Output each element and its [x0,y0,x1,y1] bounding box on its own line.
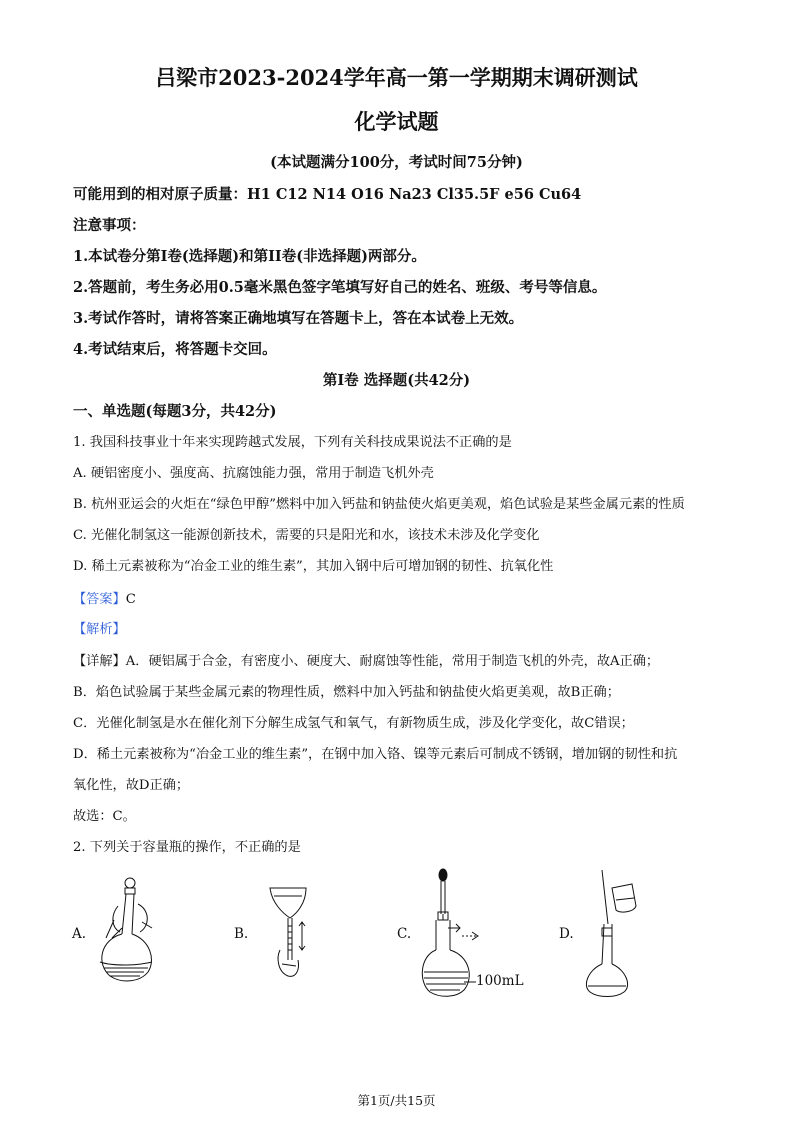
detail-text: A．硬铝属于合金，有密度小、硬度大、耐腐蚀等性能，常用于制造飞机的外壳，故A正确； [125,654,660,669]
q2-stem: 2. 下列关于容量瓶的操作，不正确的是 [73,840,301,855]
flask-shaking-figure [92,876,162,986]
notice-item-1: 1.本试卷分第I卷(选择题)和第II卷(非选择题)两部分。 [73,248,426,265]
answer-value: C [125,592,136,607]
page-footer: 第1页/共15页 [357,1093,436,1108]
q1-detail-line-4: D．稀土元素被称为“冶金工业的维生素”，在钢中加入铬、镍等元素后可制成不锈钢，增加钢的韧性和抗 [73,747,678,762]
section-title: 第I卷 选择题(共42分) [322,372,471,389]
q1-option-d: D. 稀土元素被称为“冶金工业的维生素”，其加入钢中后可增加钢的韧性、抗氧化性 [73,559,554,574]
q2-option-c-label: C. [397,926,412,942]
q2-option-d-label: D. [559,926,574,942]
q2-option-b-label: B. [234,926,249,942]
atomic-masses: 可能用到的相对原子质量：H1 C12 N14 O16 Na23 Cl35.5F e56 Cu64 [73,186,582,203]
notice-item-4: 4.考试结束后，将答题卡交回。 [73,341,277,358]
exam-title: 吕梁市2023-2024学年高一第一学期期末调研测试 [155,65,638,90]
q1-option-b: B. 杭州亚运会的火炬在“绿色甲醇”燃料中加入钙盐和钠盐使火焰更美观，焰色试验是某些金属元素的性质 [73,497,685,512]
q1-option-a: A. 硬铝密度小、强度高、抗腐蚀能力强，常用于制造飞机外壳 [73,466,434,481]
section-heading: 一、单选题(每题3分，共42分) [73,403,277,420]
separatory-funnel-figure [262,880,322,990]
q2-option-a-label: A. [72,926,87,942]
flask-volume-label: 100mL [476,973,524,989]
q1-conclusion: 故选：C。 [73,809,136,824]
q1-answer [73,588,136,607]
score-info: (本试题满分100分，考试时间75分钟) [270,154,523,171]
detail-tag: 【详解】 [73,654,126,669]
q1-detail-line-5: 氧化性，故D正确； [73,778,190,793]
notice-item-3: 3.考试作答时，请将答案正确地填写在答题卡上，答在本试卷上无效。 [73,310,524,327]
q1-detail-line-1 [73,650,659,669]
notice-title: 注意事项： [73,217,146,234]
q1-option-c: C. 光催化制氢这一能源创新技术，需要的只是阳光和水，该技术未涉及化学变化 [73,528,540,543]
pouring-figure [580,866,650,1000]
notice-item-2: 2.答题前，考生务必用0.5毫米黑色签字笔填写好自己的姓名、班级、考号等信息。 [73,279,607,296]
exam-subtitle: 化学试题 [354,109,439,134]
q1-detail-line-3: C．光催化制氢是水在催化剂下分解生成氢气和氧气，有新物质生成，涉及化学变化，故C错误； [73,716,634,731]
q1-detail-line-2: B．焰色试验属于某些金属元素的物理性质，燃料中加入钙盐和钠盐使火焰更美观，故B正确； [73,685,620,700]
q1-stem: 1. 我国科技事业十年来实现跨越式发展，下列有关科技成果说法不正确的是 [73,435,512,450]
answer-tag: 【答案】 [73,592,126,607]
q1-analysis-tag: 【解析】 [73,622,126,637]
